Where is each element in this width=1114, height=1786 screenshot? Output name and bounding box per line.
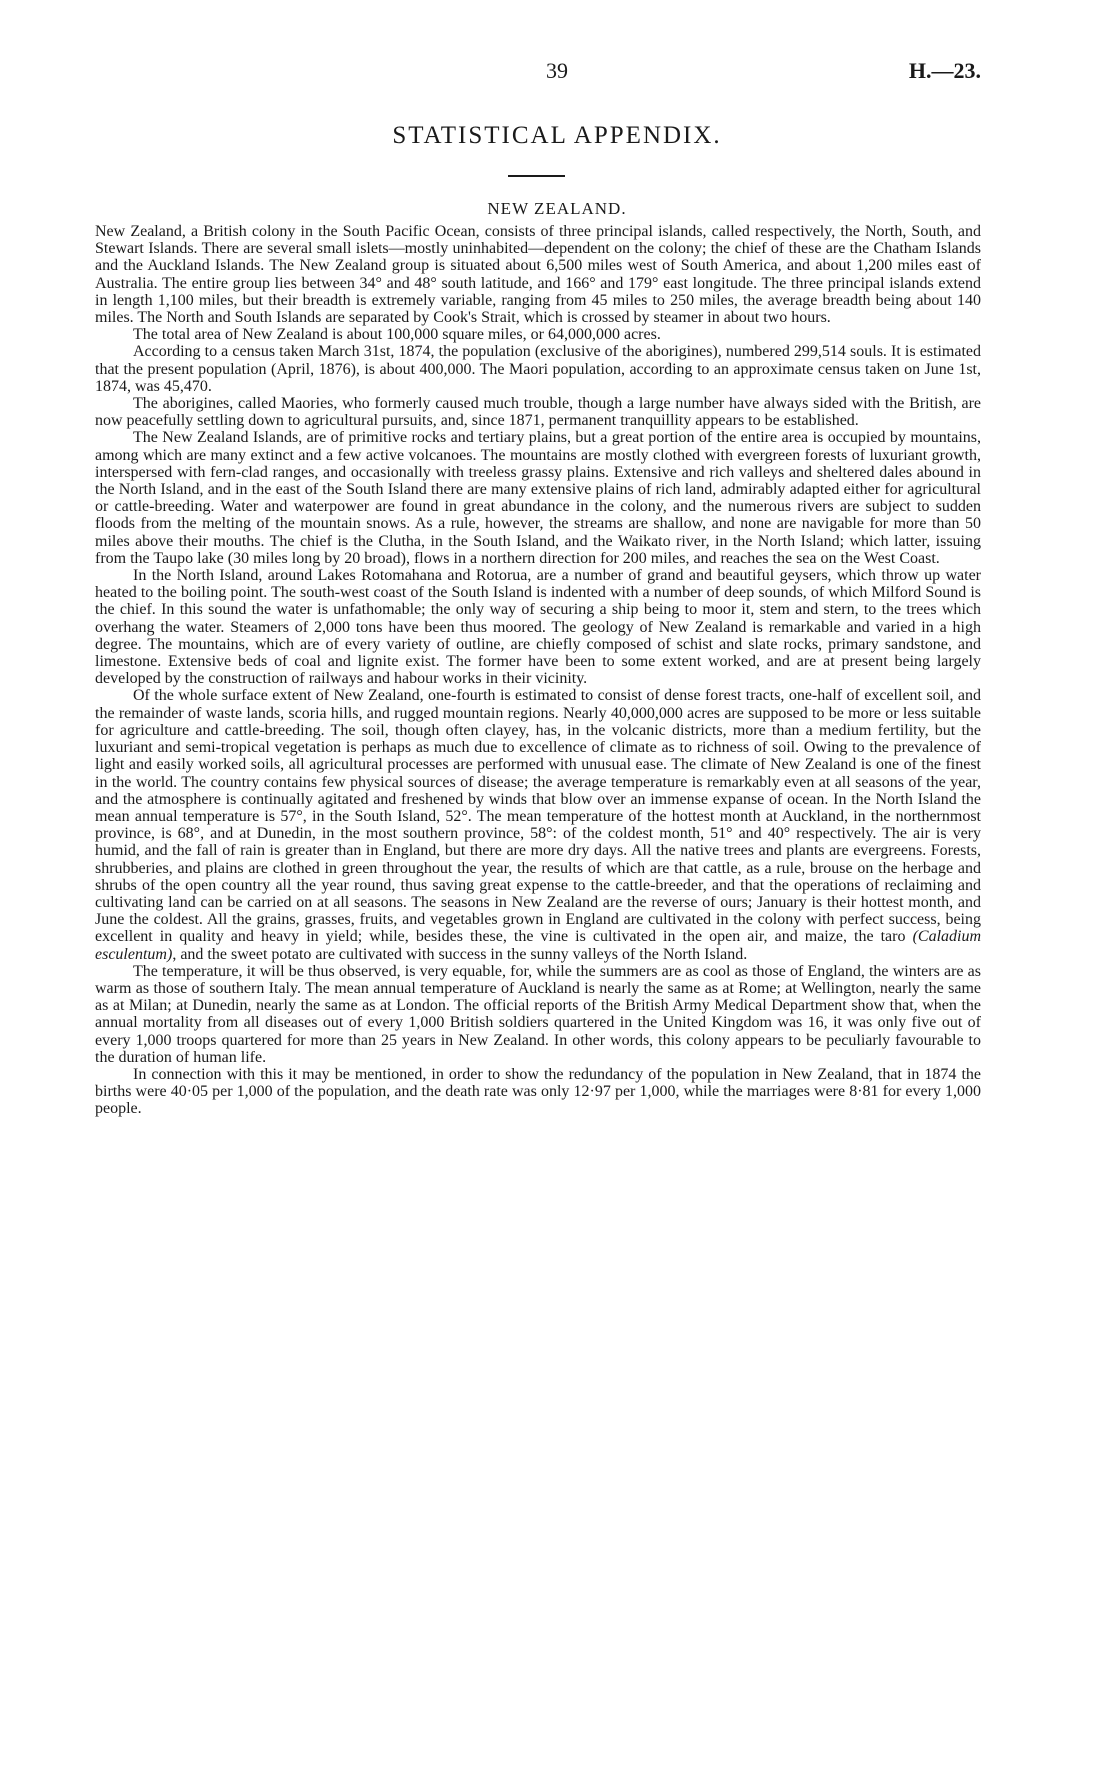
paragraph-3: According to a census taken March 31st, 1874, the population (exclusive of the aborigines), numbered 299,514 souls. It is estimated that the present population (April, 1876), is about 400,000. The Maori population, according to an approximate census taken on June 1st, 1874, was 45,470.: [95, 343, 981, 395]
paragraph-7-tail: , and the sweet potato are cultivated with success in the sunny valleys of the North Island.: [172, 945, 748, 963]
paragraph-1: New Zealand, a British colony in the South Pacific Ocean, consists of three principal islands, called respectively, the North, South, and Stewart Islands. There are several small islets—mostly uninhabited—dependent on the colony; the chief of these are the Chatham Islands and the Auckland Islands. The New Zealand group is situated about 6,500 miles west of South America, and about 1,200 miles east of Australia. The entire group lies between 34° and 48° south latitude, and 166° and 179° east longitude. The three principal islands extend in length 1,100 miles, but their breadth is extremely variable, ranging from 45 miles to 250 miles, the average breadth being about 140 miles. The North and South Islands are separated by Cook's Strait, which is crossed by steamer in about two hours.: [95, 223, 981, 327]
paragraph-6: In the North Island, around Lakes Rotomahana and Rotorua, are a number of grand and beautiful geysers, which throw up water heated to the boiling point. The south-west coast of the South Island is indented with a number of deep sounds, of which Milford Sound is the chief. In this sound the water is unfathomable; the only way of securing a ship being to moor it, stem and stern, to the trees which overhang the water. Steamers of 2,000 tons have been thus moored. The geology of New Zealand is remarkable and varied in a high degree. The mountains, which are of every variety of outline, are chiefly composed of schist and slate rocks, primary sandstone, and limestone. Extensive beds of coal and lignite exist. The former have been to some extent worked, and are at present being largely developed by the construction of railways and habour works in their vicinity.: [95, 567, 981, 688]
section-heading: NEW ZEALAND.: [487, 199, 627, 218]
paragraph-8: The temperature, it will be thus observed, is very equable, for, while the summers are as cool as those of England, the winters are as warm as those of southern Italy. The mean annual temperature of Auckland is nearly the same as at Rome; at Wellington, nearly the same as at Milan; at Dunedin, nearly the same as at London. The official reports of the British Army Medical Department show that, when the annual mortality from all diseases out of every 1,000 British soldiers quartered in the United Kingdom was 16, it was only five out of every 1,000 troops quartered for more than 25 years in New Zealand. In other words, this colony appears to be peculiarly favourable to the duration of human life.: [95, 962, 981, 1066]
paragraph-7: [95, 687, 981, 962]
page-title: STATISTICAL APPENDIX.: [392, 122, 722, 149]
paragraph-7-text: Of the whole surface extent of New Zealand, one-fourth is estimated to consist of dense forest tracts, one-half of excellent soil, and the remainder of waste lands, scoria hills, and rugged mountain regions. Nearly 40,000,000 acres are supposed to be more or less suitable for agriculture and cattle-breeding. The soil, though often clayey, has, in the volcanic districts, more than a medium fertility, but the luxuriant and semi-tropical vegetation is perhaps as much due to excellence of climate as to richness of soil. Owing to the prevalence of light and easily worked soils, all agricultural processes are performed with unusual ease. The climate of New Zealand is one of the finest in the world. The country contains few physical sources of disease; the average temperature is remarkably even at all seasons of the year, and the atmosphere is continually agitated and freshened by winds that blow over an immense expanse of ocean. In the North Island the mean annual temperature is 57°, in the South Island, 52°. The mean temperature of the hottest month at Auckland, in the northernmost province, is 68°, and at Dunedin, in the most southern province, 58°: of the coldest month, 51° and 40° respectively. The air is very humid, and the fall of rain is greater than in England, but there are more dry days. All the native trees and plants are evergreens. Forests, shrubberies, and plains are clothed in green throughout the year, the results of which are that cattle, as a rule, brouse on the herbage and shrubs of the open country all the year round, thus saving great expense to the cattle-breeder, and that the operations of reclaiming and cultivating land can be carried on at all seasons. The seasons in New Zealand are the reverse of ours; January is their hottest month, and June the coldest. All the grains, grasses, fruits, and vegetables grown in England are cultivated in the colony with perfect success, being excellent in quality and heavy in yield; while, besides these, the vine is cultivated in the open air, and maize, the taro: [95, 687, 981, 946]
paragraph-9: In connection with this it may be mentioned, in order to show the redundancy of the population in New Zealand, that in 1874 the births were 40·05 per 1,000 of the population, and the death rate was only 12·97 per 1,000, while the marriages were 8·81 for every 1,000 people.: [95, 1065, 981, 1118]
paragraph-7-italic: (Caladium esculentum): [95, 928, 982, 963]
document-reference: H.—23.: [908, 58, 981, 83]
paragraph-2: The total area of New Zealand is about 100,000 square miles, or 64,000,000 acres.: [133, 326, 661, 344]
paragraph-5: The New Zealand Islands, are of primitive rocks and tertiary plains, but a great portion of the entire area is occupied by mountains, among which are many extinct and a few active volcanoes. The mountains are mostly clothed with evergreen forests of luxuriant growth, interspersed with fern-clad ranges, and occasionally with treeless grassy plains. Extensive and rich valleys and sheltered dales abound in the North Island, and in the east of the South Island there are many extensive plains of rich land, admirably adapted either for agricultural or cattle-breeding. Water and waterpower are found in great abundance in the colony, and the numerous rivers are subject to sudden floods from the melting of the mountain snows. As a rule, however, the streams are shallow, and none are navigable for more than 50 miles above their mouths. The chief is the Clutha, in the South Island, and the Waikato river, in the North Island; which latter, issuing from the Taupo lake (30 miles long by 20 broad), flows in a northern direction for 200 miles, and reaches the sea on the West Coast.: [95, 429, 981, 567]
page-number: 39: [546, 58, 568, 83]
paragraph-4: The aborigines, called Maories, who formerly caused much trouble, though a large number have always sided with the British, are now peacefully settling down to agricultural pursuits, and, since 1871, permanent tranquillity appears to be established.: [95, 395, 981, 430]
body-text: [95, 223, 981, 1118]
title-divider: [508, 175, 565, 177]
